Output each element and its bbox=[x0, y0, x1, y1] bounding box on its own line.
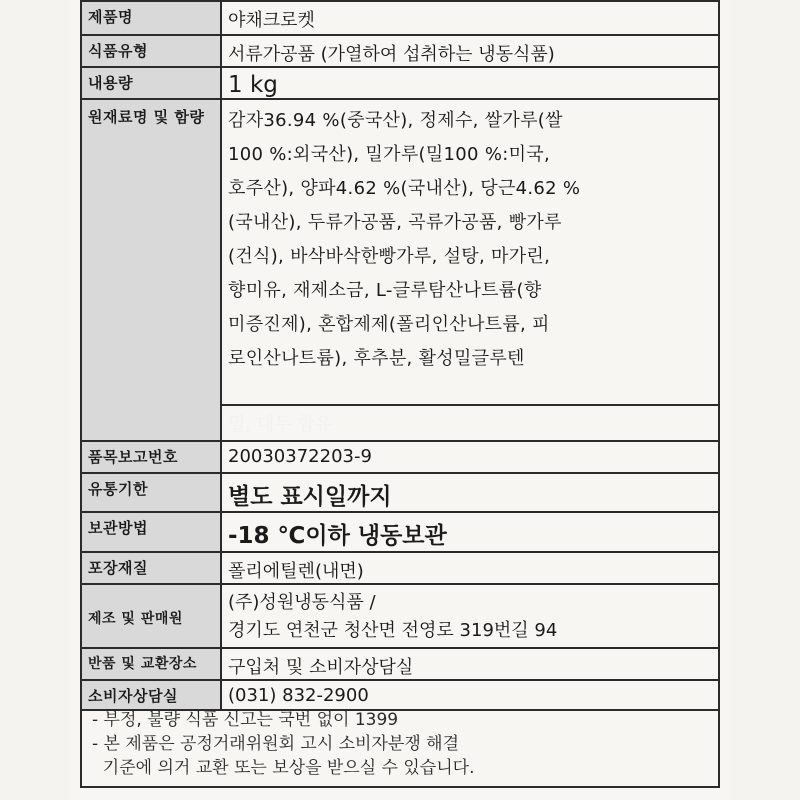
ingredient-line: (국내산), 두류가공품, 곡류가공품, 빵가루 bbox=[228, 212, 562, 233]
row-net-weight bbox=[81, 67, 719, 99]
net-weight-value: 1 kg bbox=[221, 67, 719, 99]
ingredient-line: 100 %:외국산), 밀가루(밀100 %:미국, bbox=[228, 144, 550, 165]
ingredient-line: 호주산), 양파4.62 %(국내산), 당근4.62 % bbox=[228, 178, 581, 199]
storage-value: -18 ℃이하 냉동보관 bbox=[221, 512, 719, 552]
product-info-table bbox=[80, 0, 720, 711]
manufacturer-value bbox=[221, 584, 719, 648]
product-name-value: 야채크로켓 bbox=[221, 1, 719, 35]
notice-box bbox=[80, 704, 720, 788]
ingredient-line: 로인산나트륨), 후추분, 활성밀글루텐 bbox=[228, 348, 525, 369]
manufacturer-address: 경기도 연천군 청산면 전영로 319번길 94 bbox=[228, 620, 558, 641]
manufacturer-company: (주)성원냉동식품 / bbox=[228, 592, 376, 613]
row-manufacturer bbox=[81, 584, 719, 648]
ingredients-value bbox=[221, 99, 719, 405]
row-exchange bbox=[81, 648, 719, 680]
product-name-label: 제품명 bbox=[81, 1, 221, 35]
notice-line: - 본 제품은 공정거래위원회 고시 소비자분쟁 해결 bbox=[92, 734, 459, 754]
packaging-label: 포장재질 bbox=[81, 552, 221, 584]
report-no-value: 20030372203-9 bbox=[221, 441, 719, 473]
net-weight-label: 내용량 bbox=[81, 67, 221, 99]
ingredient-line: (건식), 바삭바삭한빵가루, 설탕, 마가린, bbox=[228, 246, 551, 267]
expiry-value: 별도 표시일까지 bbox=[221, 473, 719, 512]
consumer-label: 소비자상담실 bbox=[81, 680, 221, 710]
ingredient-line: 향미유, 재제소금, L-글루탐산나트륨(향 bbox=[228, 280, 542, 301]
row-ingredients bbox=[81, 99, 719, 405]
storage-label: 보관방법 bbox=[81, 512, 221, 552]
exchange-label: 반품 및 교환장소 bbox=[81, 648, 221, 680]
report-no-label: 품목보고번호 bbox=[81, 441, 221, 473]
row-storage bbox=[81, 512, 719, 552]
notice-line: 기준에 의거 교환 또는 보상을 받으실 수 있습니다. bbox=[92, 758, 475, 778]
row-packaging bbox=[81, 552, 719, 584]
consumer-value: (031) 832-2900 bbox=[221, 680, 719, 710]
food-type-value: 서류가공품 (가열하여 섭취하는 냉동식품) bbox=[221, 35, 719, 67]
row-product-name bbox=[81, 1, 719, 35]
ingredients-label: 원재료명 및 함량 bbox=[81, 99, 221, 441]
row-food-type bbox=[81, 35, 719, 67]
food-type-label: 식품유형 bbox=[81, 35, 221, 67]
packaging-value: 폴리에틸렌(내면) bbox=[221, 552, 719, 584]
row-expiry bbox=[81, 473, 719, 512]
ingredient-line: 미증진제), 혼합제제(폴리인산나트륨, 피 bbox=[228, 314, 550, 335]
manufacturer-label: 제조 및 판매원 bbox=[81, 584, 221, 648]
ingredient-line: 감자36.94 %(중국산), 정제수, 쌀가루(쌀 bbox=[228, 110, 563, 131]
exchange-value: 구입처 및 소비자상담실 bbox=[221, 648, 719, 680]
notice-line: - 부정, 불량 식품 신고는 국번 없이 1399 bbox=[92, 710, 399, 730]
row-report-no bbox=[81, 441, 719, 473]
allergen-value: 밀, 대두 함유 bbox=[221, 405, 719, 441]
expiry-label: 유통기한 bbox=[81, 473, 221, 512]
